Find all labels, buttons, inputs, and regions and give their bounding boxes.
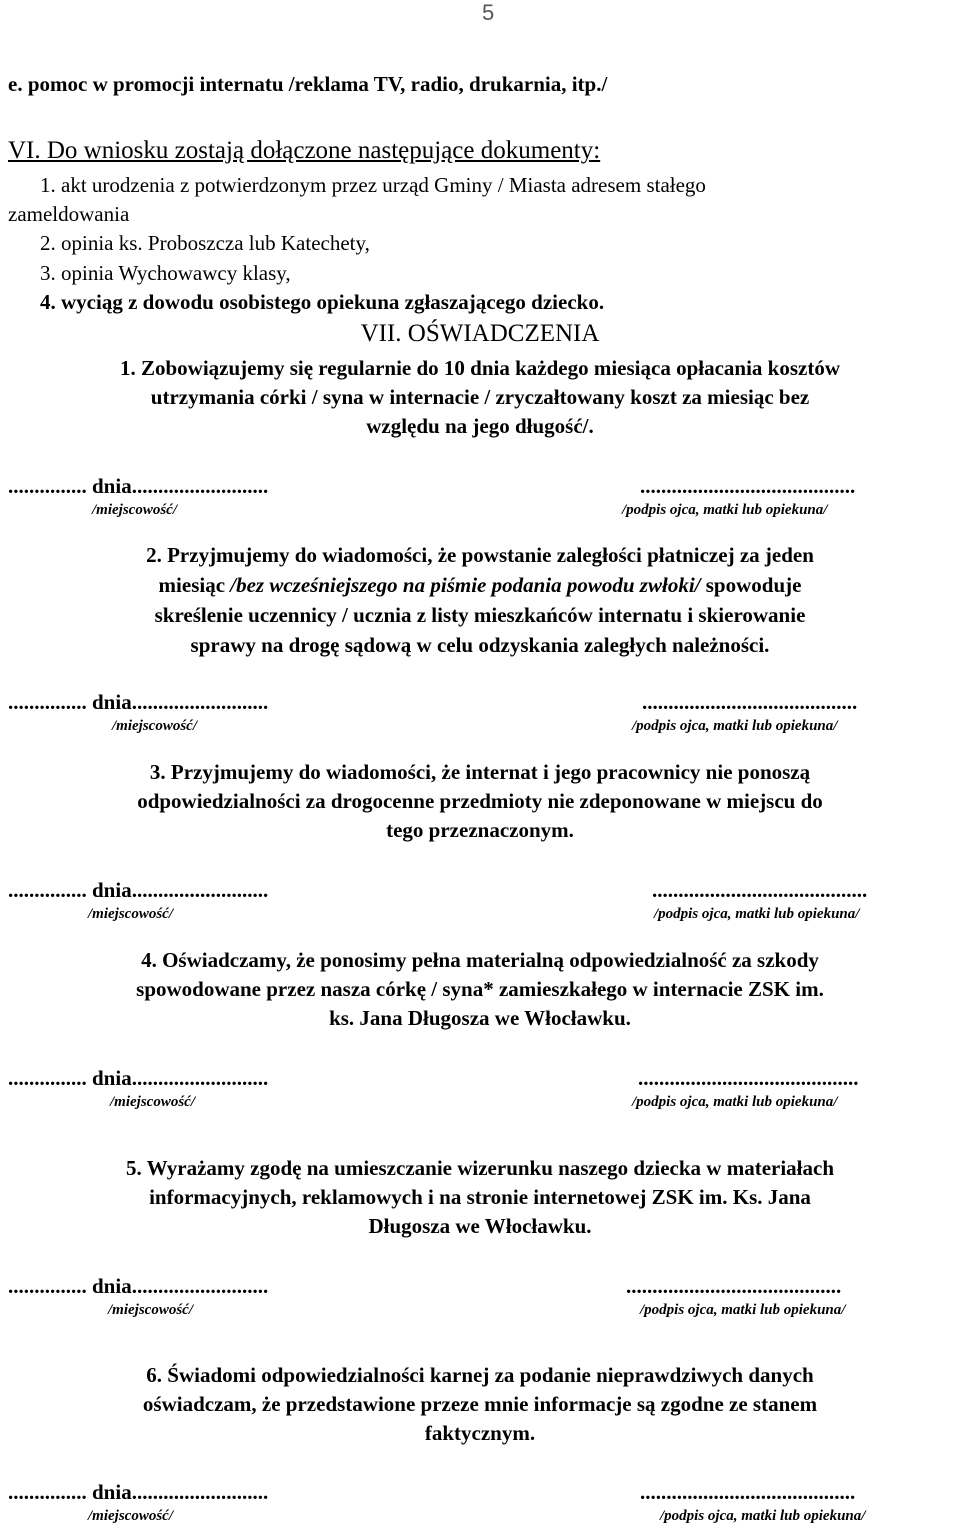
statement-5-line: 5. Wyrażamy zgodę na umieszczanie wizerunku naszego dziecka w materiałach (125, 1156, 835, 1180)
signature-dots-2: ......................................... (642, 690, 858, 714)
statement-2-line: 2. Przyjmujemy do wiadomości, że powstanie zaległości płatniczej za jeden (146, 543, 814, 567)
page-number: 5 (482, 0, 495, 25)
statement-5 (0, 1154, 960, 1241)
statement-1 (0, 354, 960, 441)
doc-item-4: 4. wyciąg z dowodu osobistego opiekuna zgłaszającego dziecko. (40, 290, 605, 314)
place-date-dots-1: ............... dnia.......................... (8, 474, 269, 498)
section-vii-title: VII. OŚWIADCZENIA (360, 320, 600, 347)
signature-label-5: /podpis ojca, matki lub opiekuna/ (640, 1302, 846, 1318)
statement-4-line: 4. Oświadczamy, że ponosimy pełna materialną odpowiedzialność za szkody (141, 948, 819, 972)
signature-dots-3: ......................................... (652, 878, 868, 902)
statement-5-line: informacyjnych, reklamowych i na stronie internetowej ZSK im. Ks. Jana (149, 1185, 811, 1209)
statement-2-line: skreślenie uczennicy / ucznia z listy mieszkańców internatu i skierowanie (154, 603, 806, 627)
statement-3-line: odpowiedzialności za drogocenne przedmioty nie zdeponowane w miejscu do (137, 789, 823, 813)
statement-2-line: sprawy na drogę sądową w celu odzyskania zaległych należności. (190, 633, 770, 657)
statement-3-line: tego przeznaczonym. (386, 818, 574, 842)
place-date-dots-6: ............... dnia.......................... (8, 1480, 269, 1504)
section-vi-title: VI. Do wniosku zostają dołączone następujące dokumenty: (8, 137, 601, 164)
place-label-4: /miejscowość/ (110, 1094, 195, 1110)
place-label-1: /miejscowość/ (92, 502, 177, 518)
signature-label-4: /podpis ojca, matki lub opiekuna/ (632, 1094, 838, 1110)
statement-2 (0, 540, 960, 660)
signature-dots-1: ......................................... (640, 474, 856, 498)
statement-2-suffix: spowoduje (705, 573, 802, 597)
item-e: e. pomoc w promocji internatu /reklama TV, radio, drukarnia, itp./ (8, 72, 608, 96)
statement-2-line (0, 570, 960, 600)
place-date-dots-4: ............... dnia.......................... (8, 1066, 269, 1090)
statement-3-line: 3. Przyjmujemy do wiadomości, że internat i jego pracownicy nie ponoszą (149, 760, 811, 784)
signature-label-3: /podpis ojca, matki lub opiekuna/ (654, 906, 860, 922)
place-date-dots-3: ............... dnia.......................... (8, 878, 269, 902)
statement-6-line: faktycznym. (424, 1421, 536, 1445)
statement-3 (0, 758, 960, 845)
place-label-5: /miejscowość/ (108, 1302, 193, 1318)
statement-4 (0, 946, 960, 1033)
statement-1-line: 1. Zobowiązujemy się regularnie do 10 dnia każdego miesiąca opłacania kosztów (119, 356, 841, 380)
place-label-6: /miejscowość/ (88, 1508, 173, 1524)
statement-2-prefix: miesiąc (158, 573, 231, 597)
signature-label-1: /podpis ojca, matki lub opiekuna/ (622, 502, 828, 518)
signature-label-6: /podpis ojca, matki lub opiekuna/ (660, 1508, 866, 1524)
statement-5-line: Długosza we Włocławku. (368, 1214, 592, 1238)
statement-6 (0, 1361, 960, 1448)
statement-6-line: 6. Świadomi odpowiedzialności karnej za podanie nieprawdziwych danych (146, 1363, 814, 1387)
statement-6-line: oświadczam, że przedstawione przeze mnie informacje są zgodne ze stanem (142, 1392, 818, 1416)
doc-item-1-cont: zameldowania (8, 202, 130, 226)
statement-4-line: ks. Jana Długosza we Włocławku. (329, 1006, 631, 1030)
place-date-dots-2: ............... dnia.......................... (8, 690, 269, 714)
signature-dots-4: .......................................... (638, 1066, 859, 1090)
signature-dots-6: ......................................... (640, 1480, 856, 1504)
statement-4-line: spowodowane przez nasza córkę / syna* zamieszkałego w internacie ZSK im. (136, 977, 824, 1001)
signature-label-2: /podpis ojca, matki lub opiekuna/ (632, 718, 838, 734)
place-label-3: /miejscowość/ (88, 906, 173, 922)
statement-2-italic: /bez wcześniejszego na piśmie podania powodu zwłoki/ (230, 573, 701, 597)
signature-dots-5: ......................................... (626, 1274, 842, 1298)
statement-1-line: względu na jego długość/. (366, 414, 594, 438)
doc-item-1: 1. akt urodzenia z potwierdzonym przez urząd Gminy / Miasta adresem stałego (40, 173, 706, 197)
place-label-2: /miejscowość/ (112, 718, 197, 734)
doc-item-3: 3. opinia Wychowawcy klasy, (40, 261, 291, 285)
place-date-dots-5: ............... dnia.......................... (8, 1274, 269, 1298)
statement-1-line: utrzymania córki / syna w internacie / zryczałtowany koszt za miesiąc bez (150, 385, 810, 409)
doc-item-2: 2. opinia ks. Proboszcza lub Katechety, (40, 231, 370, 255)
